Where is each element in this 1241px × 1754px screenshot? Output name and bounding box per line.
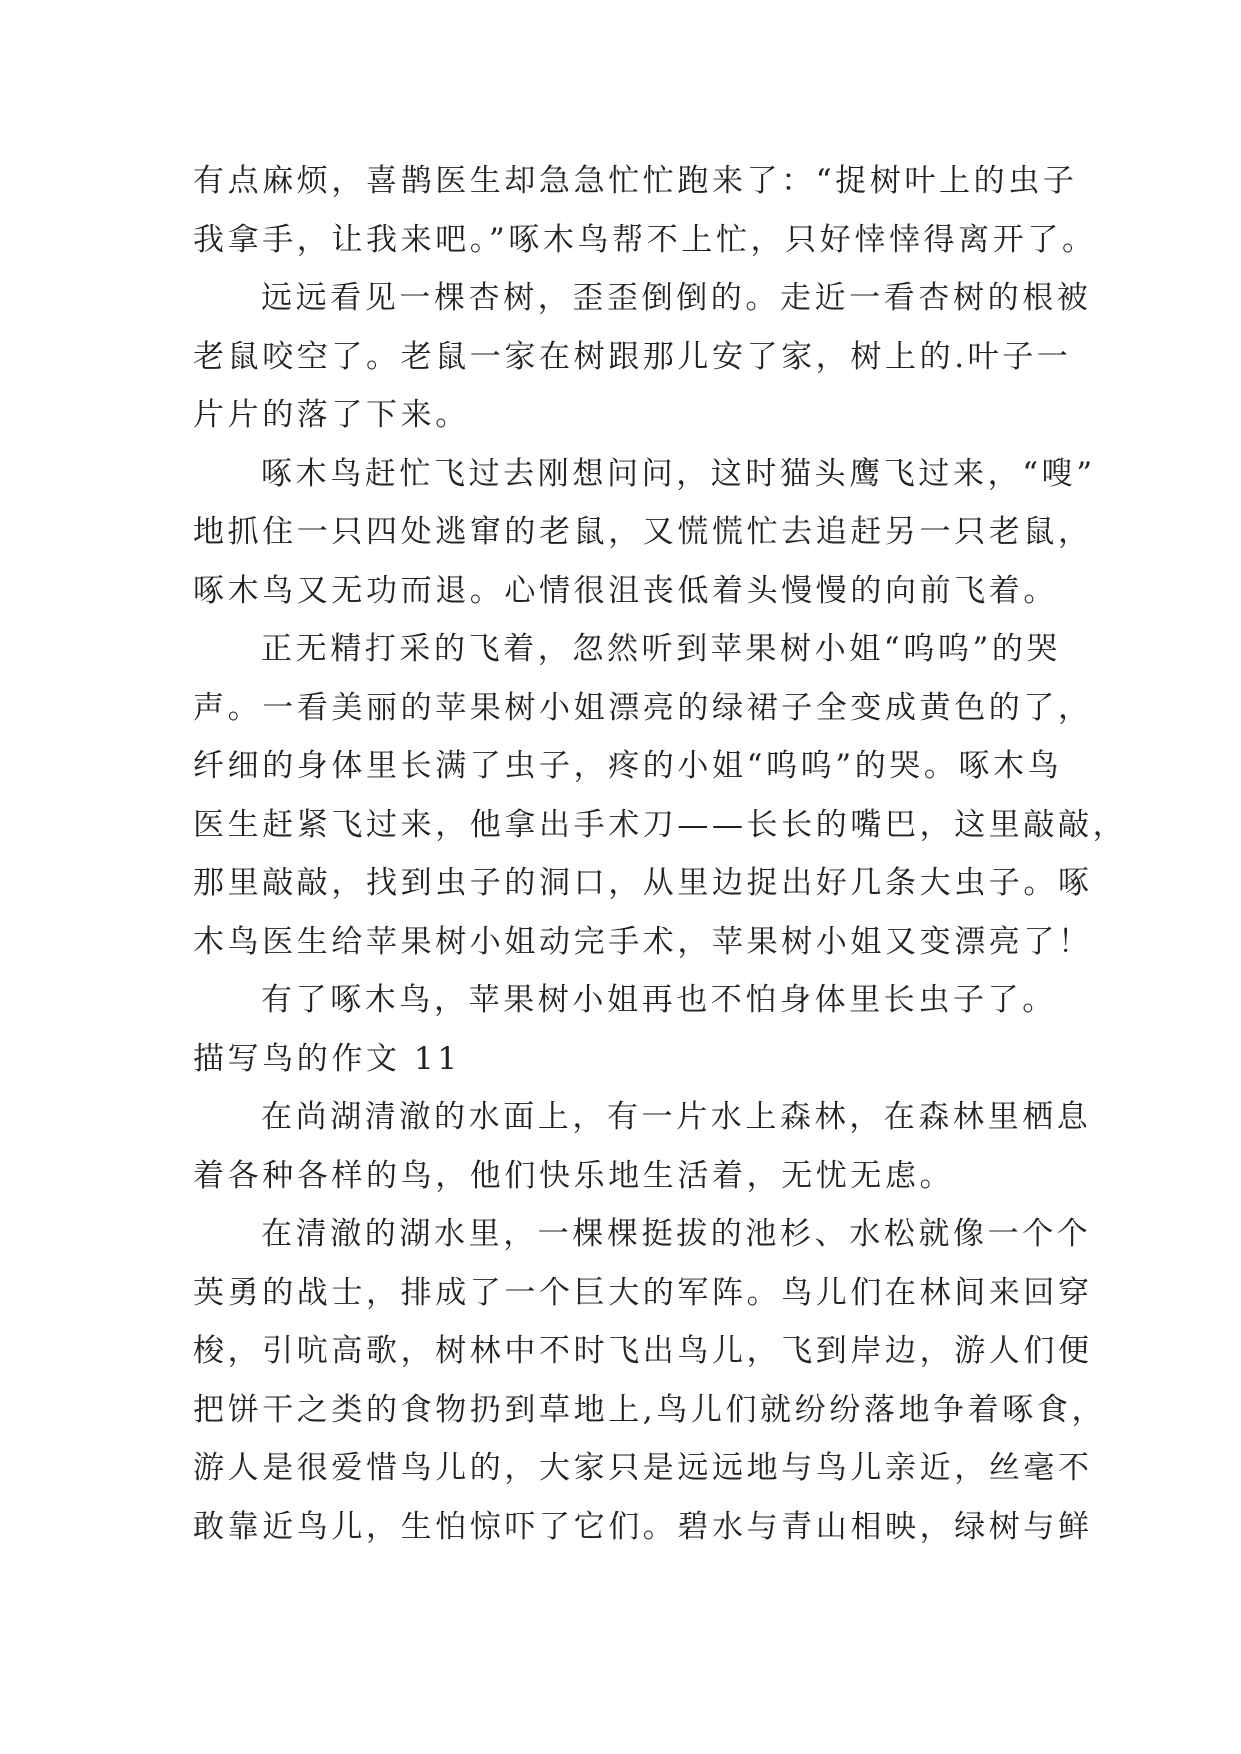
paragraph-start-line: 在清澈的湖水里，一棵棵挺拔的池杉、水松就像一个个: [261, 1216, 1092, 1252]
paragraph-start-line: 啄木鸟赶忙飞过去刚想问问，这时猫头鹰飞过来，“嗖”: [261, 455, 1096, 492]
paragraph-start-line: 在尚湖清澈的水面上，有一片水上森林，在森林里栖息: [261, 1099, 1092, 1135]
text-line: 梭，引吭高歌，树林中不时飞出鸟儿，飞到岸边，游人们便: [193, 1333, 1093, 1369]
text-line: 地抓住一只四处逃窜的老鼠，又慌慌忙去追赶另一只老鼠，: [193, 514, 1093, 550]
paragraph-start-line: 远远看见一棵杏树，歪歪倒倒的。走近一看杏树的根被: [261, 280, 1092, 316]
text-line: 那里敲敲，找到虫子的洞口，从里边捉出好几条大虫子。啄: [193, 865, 1093, 901]
text-line: 纤细的身体里长满了虫子，疼的小姐“呜呜”的哭。啄木鸟: [193, 748, 1063, 784]
text-line: 把饼干之类的食物扔到草地上,鸟儿们就纷纷落地争着啄食，: [193, 1391, 1107, 1428]
paragraph-start-line: 正无精打采的飞着，忽然听到苹果树小姐“呜呜”的哭: [261, 631, 1062, 667]
text-line: 英勇的战士，排成了一个巨大的军阵。鸟儿们在林间来回穿: [193, 1274, 1093, 1311]
text-line: 有点麻烦，喜鹊医生却急急忙忙跑来了：“捉树叶上的虫子: [193, 163, 1078, 199]
text-line: 游人是很爱惜鸟儿的，大家只是远远地与鸟儿亲近，丝毫不: [193, 1450, 1093, 1486]
text-line: 木鸟医生给苹果树小姐动完手术，苹果树小姐又变漂亮了！: [193, 923, 1093, 960]
document-body: [193, 152, 1128, 1556]
section-heading: 描写鸟的作文 11: [193, 1040, 461, 1077]
text-line: 我拿手，让我来吧。”啄木鸟帮不上忙，只好悻悻得离开了。: [193, 221, 1097, 258]
text-line: 着各种各样的鸟，他们快乐地生活着，无忧无虑。: [193, 1157, 955, 1194]
text-line: 敢靠近鸟儿，生怕惊吓了它们。碧水与青山相映，绿树与鲜: [193, 1508, 1093, 1545]
text-line: 声。一看美丽的苹果树小姐漂亮的绿裙子全变成黄色的了，: [193, 689, 1093, 726]
text-line: 医生赶紧飞过来，他拿出手术刀——长长的嘴巴，这里敲敲，: [193, 806, 1128, 843]
text-line: 片片的落了下来。: [193, 397, 470, 433]
paragraph-start-line: 有了啄木鸟，苹果树小姐再也不怕身体里长虫子了。: [261, 982, 1057, 1018]
text-line: 啄木鸟又无功而退。心情很沮丧低着头慢慢的向前飞着。: [193, 572, 1058, 609]
text-line: 老鼠咬空了。老鼠一家在树跟那儿安了家，树上的.叶子一: [193, 338, 1072, 375]
